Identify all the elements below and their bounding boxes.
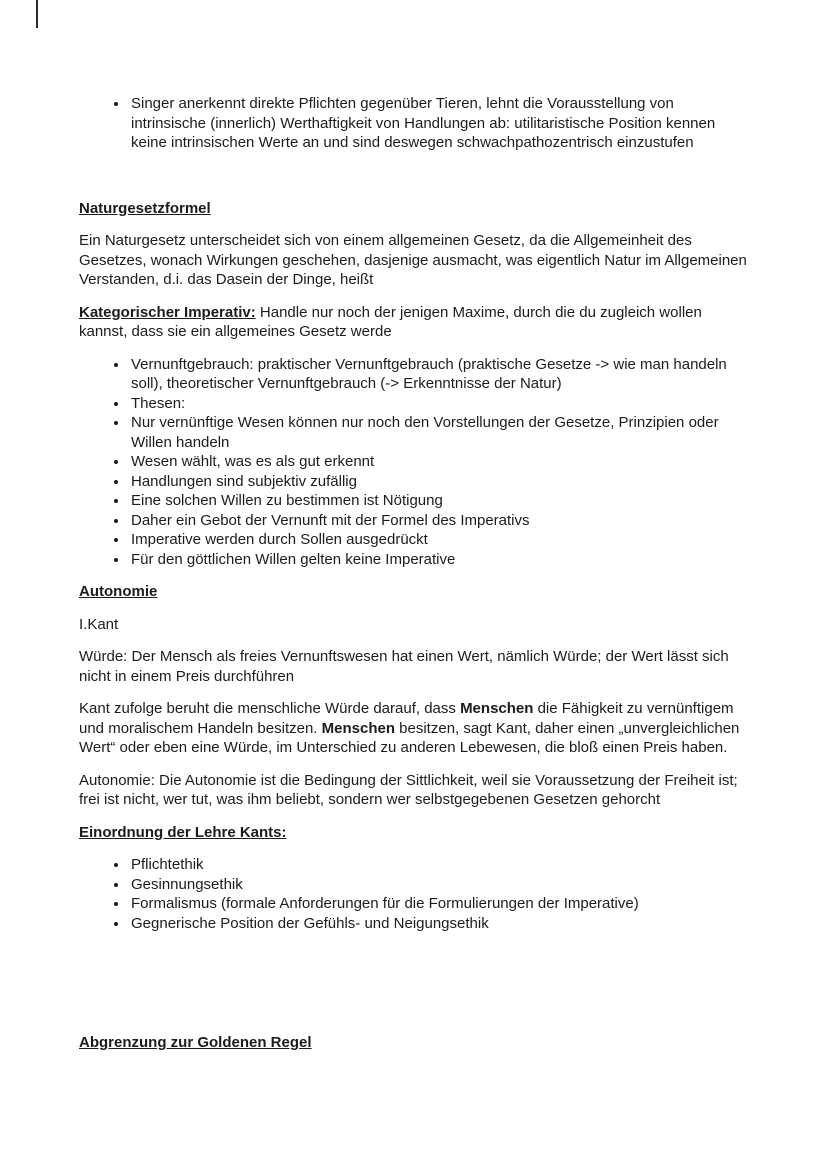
bullet-item: • Daher ein Gebot der Vernunft mit der Formel des Imperativs (129, 511, 748, 531)
paragraph-autonomie-definition: Autonomie: Die Autonomie ist die Bedingung der Sittlichkeit, weil sie Voraussetzung der Freiheit ist; frei ist nicht, wer tut, was ihm beliebt, sondern wer selbstgegebenen Gesetzen gehorcht (79, 771, 738, 808)
bullet-item: • Pflichtethik (129, 855, 748, 875)
kant-zufolge-run-2: die Fähigkeit zu vernünftigem und moralischem Handeln besitzen. (79, 700, 734, 737)
einordnung-bullet-list (79, 855, 748, 933)
paragraph-kategorischer-imperativ (79, 303, 748, 342)
heading-einordnung: Einordnung der Lehre Kants: (79, 823, 287, 841)
bullet-item: • Gegnerische Position der Gefühls- und Neigungsethik (129, 914, 748, 934)
kategorischer-imperativ-label: Kategorischer Imperativ: (79, 303, 256, 321)
heading-abgrenzung: Abgrenzung zur Goldenen Regel (79, 1034, 312, 1051)
bullet-item: • Eine solchen Willen zu bestimmen ist Nötigung (129, 491, 748, 511)
paragraph-wuerde: Würde: Der Mensch als freies Vernunftswesen hat einen Wert, nämlich Würde; der Wert lässt sich nicht in einem Preis durchführen (79, 648, 729, 685)
singer-bullet-list (79, 94, 748, 153)
kant-zufolge-bold-2: Menschen (321, 719, 395, 737)
paragraph-naturgesetz: Ein Naturgesetz unterscheidet sich von einem allgemeinen Gesetz, da die Allgemeinheit des Gesetzes, wonach Wirkungen geschehen, dasjenige ausmacht, was eigentlich Natur im Allgemeinen Verstanden, d.i. das Dasein der Dinge, heißt (79, 232, 747, 288)
bullet-item: • Vernunftgebrauch: praktischer Vernunftgebrauch (praktische Gesetze -> wie man handeln soll), theoretischer Vernunftgebrauch (-> Erkenntnisse der Natur) (129, 355, 748, 394)
bullet-item: • Gesinnungsethik (129, 875, 748, 895)
kant-zufolge-run-1: Kant zufolge beruht die menschliche Würde darauf, dass (79, 700, 461, 717)
kant-zufolge-run-3: besitzen, sagt Kant, daher einen „unvergleichlichen Wert“ oder eben eine Würde, im Unterschied zu anderen Lebewesen, die bloß einen Preis haben. (79, 719, 740, 756)
bullet-item: • Für den göttlichen Willen gelten keine Imperative (129, 550, 748, 570)
kant-zufolge-bold-1: Menschen (460, 700, 534, 717)
bullet-item: • Handlungen sind subjektiv zufällig (129, 472, 748, 492)
heading-autonomie: Autonomie (79, 583, 158, 600)
heading-naturgesetzformel: Naturgesetzformel (79, 199, 211, 217)
bullet-item: • Wesen wählt, was es als gut erkennt (129, 452, 748, 472)
bullet-item: • Formalismus (formale Anforderungen für die Formulierungen der Imperative) (129, 894, 748, 914)
bullet-item: • Imperative werden durch Sollen ausgedrückt (129, 530, 748, 550)
scan-artifact-line (36, 0, 38, 28)
paragraph-kant-zufolge (79, 699, 748, 758)
paragraph-kant-label: I.Kant (79, 615, 119, 633)
bullet-item: • Thesen: (129, 394, 748, 414)
kategorischer-imperativ-text: Handle nur noch der jenigen Maxime, durch die du zugleich wollen kannst, dass sie ein allgemeines Gesetz werde (79, 303, 702, 340)
kategorischer-imperativ-bullet-list (79, 355, 748, 570)
bullet-item: • Nur vernünftige Wesen können nur noch den Vorstellungen der Gesetze, Prinzipien oder Willen handeln (129, 413, 748, 452)
bullet-item: • Singer anerkennt direkte Pflichten gegenüber Tieren, lehnt die Vorausstellung von intrinsische (innerlich) Werthaftigkeit von Handlungen ab: utilitaristische Position kennen keine intrinsischen Werte an und sind deswegen schwachpathozentrisch einzustufen (129, 94, 748, 153)
